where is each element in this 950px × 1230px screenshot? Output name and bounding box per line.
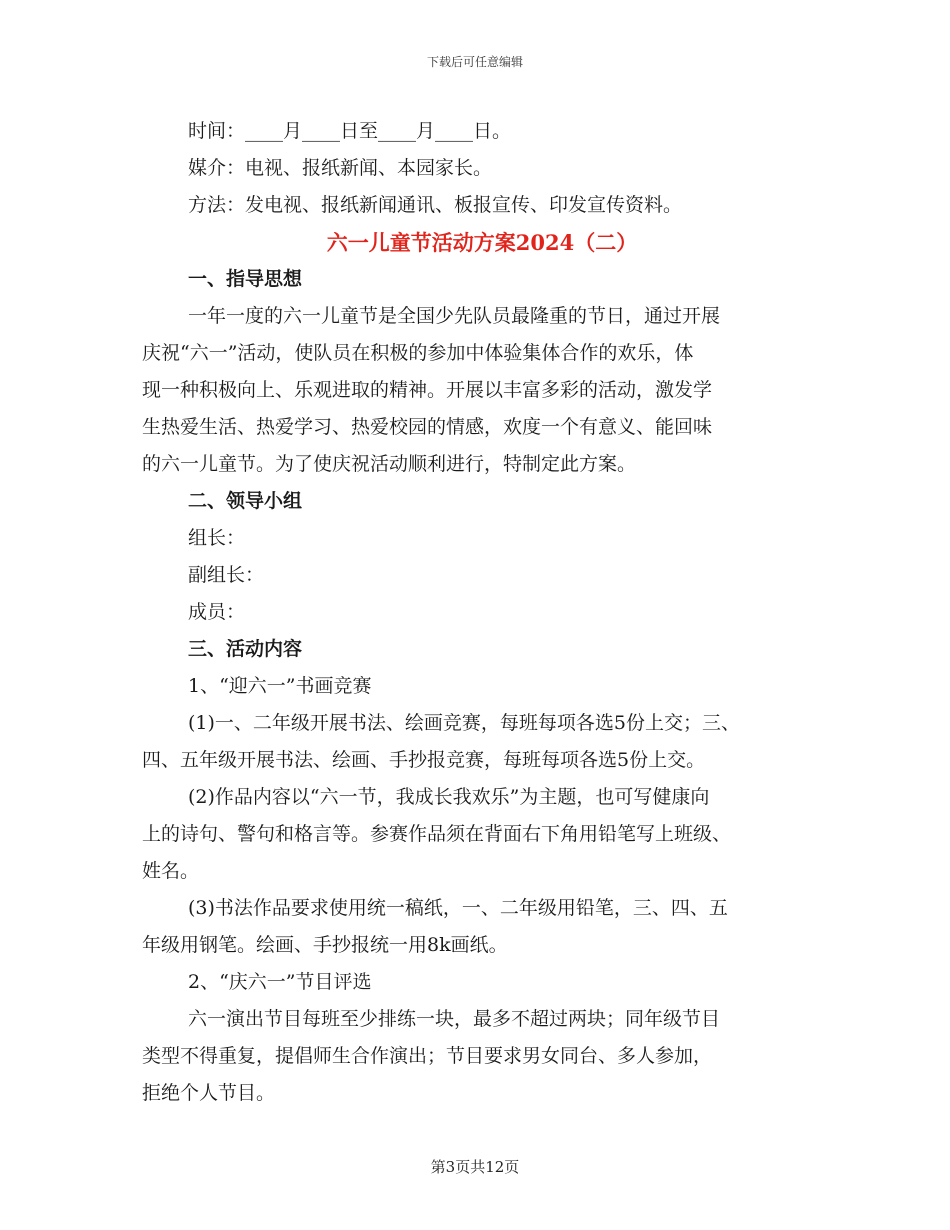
text-line: 现一种积极向上、乐观进取的精神。开展以丰富多彩的活动，激发学: [142, 379, 713, 401]
document-body: [142, 113, 822, 1112]
text-line: 生热爱生活、热爱学习、热爱校园的情感，欢度一个有意义、能回味: [142, 416, 713, 438]
time-line: 时间：____月____日至____月____日。: [188, 120, 512, 142]
text-line: 上的诗句、警句和格言等。参赛作品须在背面右下角用铅笔写上班级、: [142, 823, 732, 845]
text-line: 年级用钢笔。绘画、手抄报统一用8k画纸。: [142, 934, 508, 956]
text-line: (1)一、二年级开展书法、绘画竞赛，每班每项各选5份上交；三、: [188, 712, 741, 734]
section-heading-activities: 三、活动内容: [188, 638, 303, 660]
subsection-title-calligraphy: 1、“迎六一”书画竞赛: [188, 675, 372, 697]
text-line: 六一演出节目每班至少排练一块，最多不超过两块；同年级节目: [188, 1008, 721, 1030]
method-line: 方法：发电视、报纸新闻通讯、板报宣传、印发宣传资料。: [188, 194, 683, 216]
text-line: (2)作品内容以“六一节，我成长我欢乐”为主题，也可写健康向: [188, 786, 710, 808]
members-item: 成员：: [188, 601, 246, 623]
deputy-leader-item: 副组长：: [188, 564, 265, 586]
paragraph-guiding-idea: [142, 298, 822, 483]
text-line: 四、五年级开展书法、绘画、手抄报竞赛，每班每项各选5份上交。: [142, 749, 706, 771]
text-line: 庆祝“六一”活动，使队员在积极的参加中体验集体合作的欢乐，体: [142, 342, 694, 364]
text-line: 类型不得重复，提倡师生合作演出；节目要求男女同台、多人参加，: [142, 1045, 713, 1067]
paragraph-rule-1: [142, 705, 822, 779]
text-line: 拒绝个人节目。: [142, 1082, 276, 1104]
leader-item: 组长：: [188, 527, 246, 549]
subsection-title-performance: 2、“庆六一”节目评选: [188, 971, 372, 993]
text-line: 姓名。: [142, 860, 200, 882]
page-header: 下载后可任意编辑: [426, 55, 523, 69]
page-footer: 第3页共12页: [430, 1158, 520, 1176]
media-line: 媒介：电视、报纸新闻、本园家长。: [188, 157, 493, 179]
text-line: (3)书法作品要求使用统一稿纸，一、二年级用铅笔，三、四、五: [188, 897, 728, 919]
section-heading-leadership: 二、领导小组: [188, 490, 303, 512]
text-line: 一年一度的六一儿童节是全国少先队员最隆重的节日，通过开展: [188, 305, 721, 327]
paragraph-performance: [142, 1001, 822, 1112]
text-line: 的六一儿童节。为了使庆祝活动顺利进行，特制定此方案。: [142, 453, 637, 475]
paragraph-rule-2: [142, 779, 822, 890]
document-title: 六一儿童节活动方案2024（二）: [326, 230, 638, 255]
paragraph-rule-3: [142, 890, 822, 964]
section-heading-guiding-idea: 一、指导思想: [188, 268, 303, 290]
